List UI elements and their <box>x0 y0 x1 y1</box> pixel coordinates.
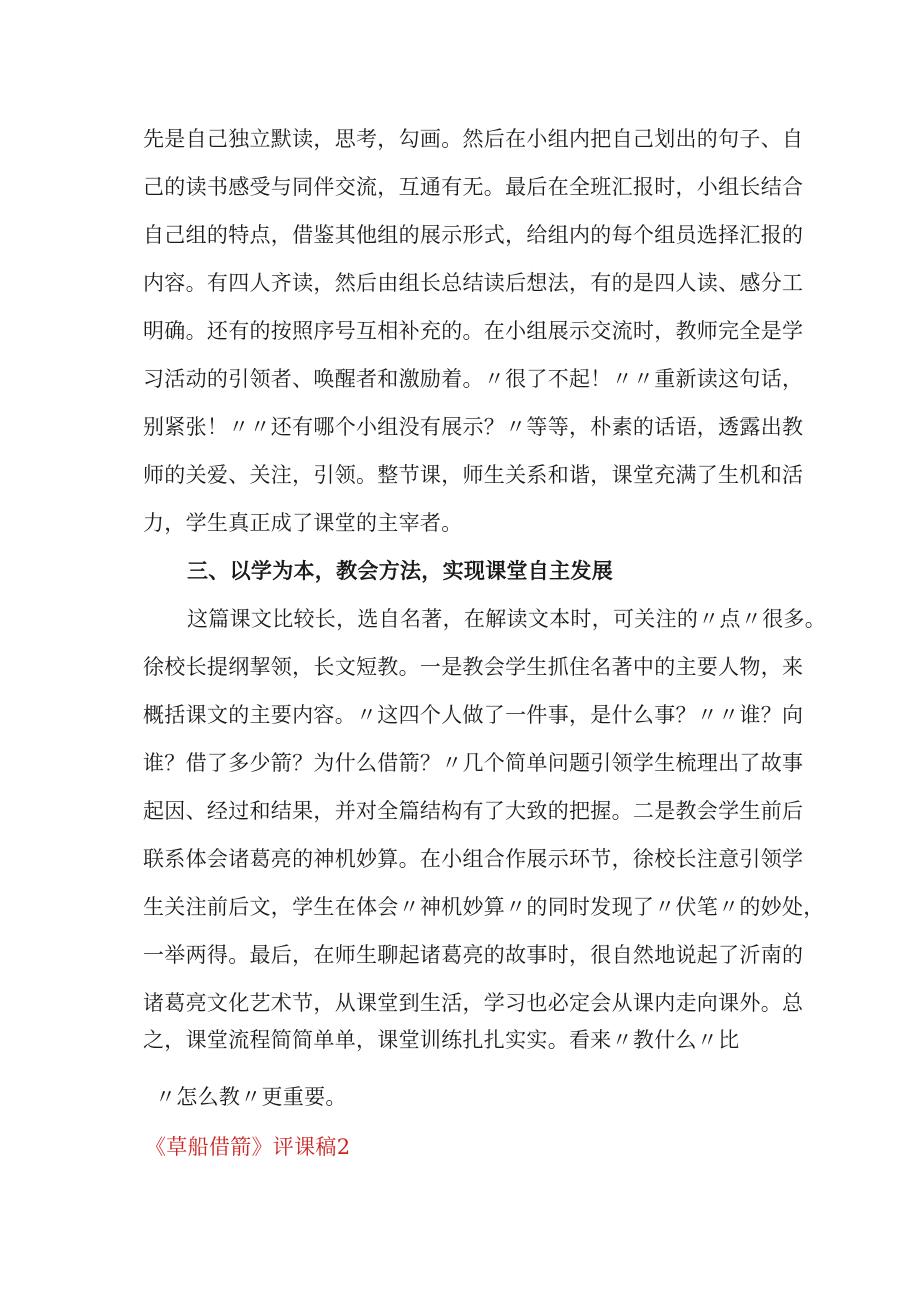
section-heading: 三、以学为本，教会方法，实现课堂自主发展 <box>187 559 613 583</box>
body-text-line: 诸葛亮文化艺术节，从课堂到生活，学习也必定会从课内走向课外。总 <box>143 991 804 1015</box>
body-text-line: 习活动的引领者、唤醒者和激励着。〃很了不起！〃〃重新读这句话， <box>143 367 804 391</box>
body-text-line: 己的读书感受与同伴交流，互通有无。最后在全班汇报时，小组长结合 <box>143 175 804 199</box>
body-text-line: 明确。还有的按照序号互相补充的。在小组展示交流时，教师完全是学 <box>143 319 804 343</box>
body-text-line: 之，课堂流程简简单单，课堂训练扎扎实实。看来〃教什么〃比 <box>143 1028 740 1052</box>
body-text-line: 先是自己独立默读，思考，勾画。然后在小组内把自己划出的句子、自 <box>143 127 804 151</box>
body-text-line: 师的关爱、关注，引领。整节课，师生关系和谐，课堂充满了生机和活 <box>143 463 804 487</box>
body-text-line: 联系体会诸葛亮的神机妙算。在小组合作展示环节，徐校长注意引领学 <box>143 847 804 871</box>
body-text-line: 自己组的特点，借鉴其他组的展示形式，给组内的每个组员选择汇报的 <box>143 223 804 247</box>
body-text-line: 〃怎么教〃更重要。 <box>155 1085 347 1109</box>
body-text-line: 生关注前后文，学生在体会〃神机妙算〃的同时发现了〃伏笔〃的妙处， <box>143 895 825 919</box>
body-text-line: 起因、经过和结果，并对全篇结构有了大致的把握。二是教会学生前后 <box>143 799 804 823</box>
body-text-line: 别紧张！〃〃还有哪个小组没有展示？〃等等，朴素的话语，透露出教 <box>143 415 804 439</box>
next-document-title: 《草船借箭》评课稿2 <box>145 1135 351 1159</box>
body-text-line: 谁？借了多少箭？为什么借箭？〃几个简单问题引领学生梳理出了故事 <box>143 751 804 775</box>
body-text-line: 这篇课文比较长，选自名著，在解读文本时，可关注的〃点〃很多。 <box>187 607 826 631</box>
body-text-line: 力，学生真正成了课堂的主宰者。 <box>143 511 463 535</box>
body-text-line: 内容。有四人齐读，然后由组长总结读后想法，有的是四人读、感分工 <box>143 271 804 295</box>
body-text-line: 徐校长提纲挈领，长文短教。一是教会学生抓住名著中的主要人物，来 <box>143 655 804 679</box>
body-text-line: 一举两得。最后，在师生聊起诸葛亮的故事时，很自然地说起了沂南的 <box>143 943 804 967</box>
body-text-line: 概括课文的主要内容。〃这四个人做了一件事，是什么事？〃〃谁？向 <box>143 703 804 727</box>
